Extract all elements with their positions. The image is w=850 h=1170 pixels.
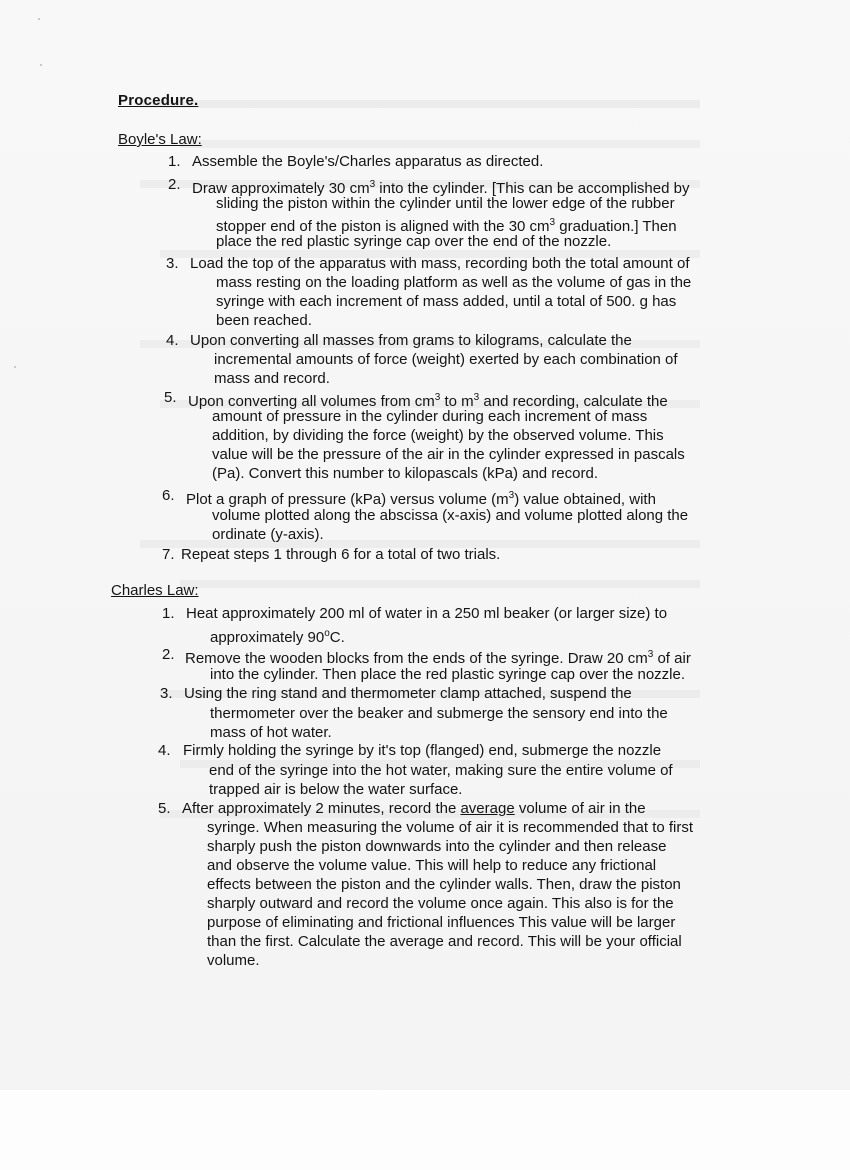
step-number: 2. [168, 176, 181, 193]
step-line: sharply push the piston downwards into the cylinder and then release [207, 838, 667, 855]
step-line: and observe the volume value. This will help to reduce any frictional [207, 857, 657, 874]
step-number: 7. [162, 546, 175, 563]
scan-speck [14, 366, 16, 368]
step-line: mass of hot water. [210, 724, 332, 741]
average-underlined: average [460, 800, 515, 817]
step-line: syringe with each increment of mass added, until a total of 500. g has [216, 293, 677, 310]
step-line: Load the top of the apparatus with mass, recording both the total amount of [190, 255, 690, 272]
step-line: Using the ring stand and thermometer clamp attached, suspend the [184, 685, 632, 702]
step-number: 3. [166, 255, 179, 272]
step-text: Repeat steps 1 through 6 for a total of two trials. [181, 546, 501, 563]
step-line: sliding the piston within the cylinder until the lower edge of the rubber [216, 195, 675, 212]
scan-speck [40, 64, 42, 66]
charles-law-title: Charles Law: [111, 582, 199, 599]
step-number: 3. [160, 685, 173, 702]
step-line: place the red plastic syringe cap over the end of the nozzle. [216, 233, 612, 250]
step-line: Upon converting all masses from grams to kilograms, calculate the [190, 332, 632, 349]
scan-speck [38, 18, 40, 20]
step-number: 1. [168, 153, 181, 170]
step-number: 6. [162, 487, 175, 504]
step-line: Upon converting all volumes from $cm^3$ to $m^3$ and recording, calculate the [188, 392, 668, 410]
step-line: into the cylinder. Then place the red plastic syringe cap over the nozzle. [210, 666, 685, 683]
procedure-heading: Procedure. [118, 92, 199, 109]
step-line: Remove the wooden blocks from the ends of the syringe. Draw 20 $cm^3$ of air [185, 649, 691, 667]
step-line: volume. [207, 952, 260, 969]
step-line: Plot a graph of pressure (kPa) versus volume $(m^3)$ value obtained, with [186, 490, 656, 508]
step-line: end of the syringe into the hot water, making sure the entire volume of [209, 762, 673, 779]
step-line: mass and record. [214, 370, 330, 387]
step-line: (Pa). Convert this number to kilopascals (kPa) and record. [212, 465, 598, 482]
step-line: Heat approximately 200 ml of water in a 250 ml beaker (or larger size) to [186, 605, 668, 622]
page-bottom-margin [0, 1090, 850, 1170]
step-line: Draw approximately 30 $cm^3$ into the cylinder. [This can be accomplished by [192, 179, 690, 197]
step-line: incremental amounts of force (weight) exerted by each combination of [214, 351, 678, 368]
step-number: 5. [164, 389, 177, 406]
step-line: been reached. [216, 312, 312, 329]
step-number: 4. [158, 742, 171, 759]
step-line: purpose of eliminating and frictional influences This value will be larger [207, 914, 676, 931]
step-number: 2. [162, 646, 175, 663]
boyles-law-title: Boyle's Law: [118, 131, 202, 148]
step-line: amount of pressure in the cylinder during each increment of mass [212, 408, 648, 425]
step-line: stopper end of the piston is aligned with the 30 $cm^3$ graduation.] Then [216, 217, 677, 235]
step-line: than the first. Calculate the average and record. This will be your official [207, 933, 682, 950]
step-number: 4. [166, 332, 179, 349]
step-line: volume plotted along the abscissa (x-axis) and volume plotted along the [212, 507, 689, 524]
step-line: After approximately 2 minutes, record the average volume of air in the [182, 800, 646, 817]
step-line: approximately 90$^o$C. [210, 628, 345, 646]
step-line: ordinate (y-axis). [212, 526, 324, 543]
step-line: effects between the piston and the cylinder walls. Then, draw the piston [207, 876, 681, 893]
step-text: Assemble the Boyle's/Charles apparatus as directed. [192, 153, 544, 170]
step-line: trapped air is below the water surface. [209, 781, 463, 798]
step-number: 5. [158, 800, 171, 817]
step-number: 1. [162, 605, 175, 622]
step-line: thermometer over the beaker and submerge the sensory end into the [210, 705, 668, 722]
step-line: value will be the pressure of the air in the cylinder expressed in pascals [212, 446, 685, 463]
step-line: syringe. When measuring the volume of air it is recommended that to first [207, 819, 694, 836]
step-line: Firmly holding the syringe by it's top (flanged) end, submerge the nozzle [183, 742, 662, 759]
step-line: sharply outward and record the volume once again. This also is for the [207, 895, 674, 912]
step-line: mass resting on the loading platform as well as the volume of gas in the [216, 274, 692, 291]
step-line: addition, by dividing the force (weight) by the observed volume. This [212, 427, 664, 444]
